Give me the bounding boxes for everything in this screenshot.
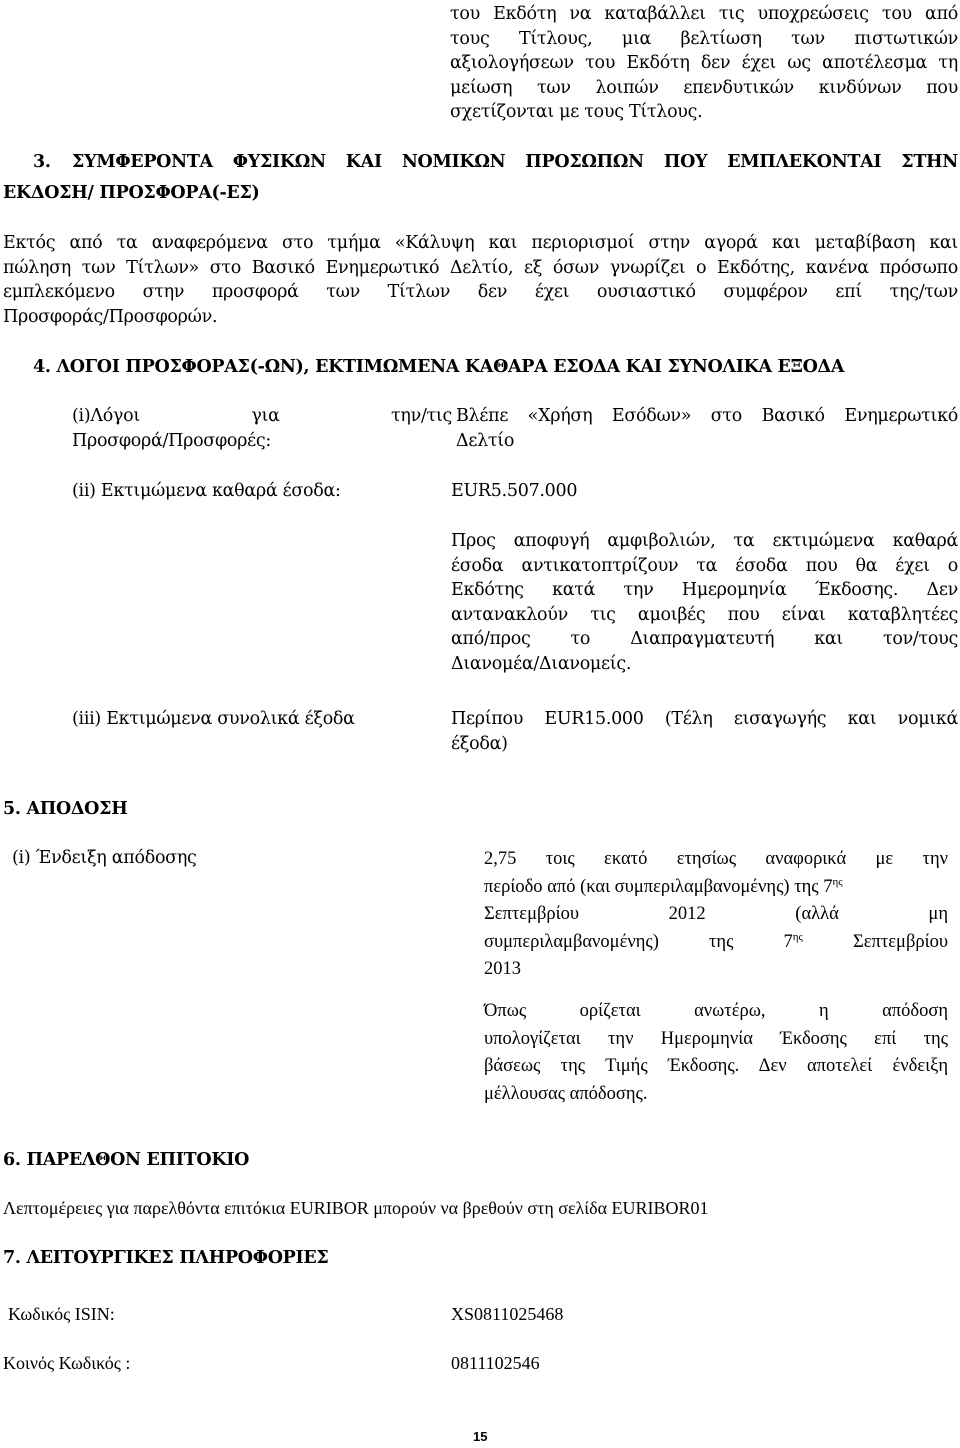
expenses-line-2: έξοδα) bbox=[451, 733, 508, 754]
section-3-line: Προσφοράς/Προσφορών. bbox=[3, 306, 218, 327]
reasons-label-line-2: Προσφορά/Προσφορές: bbox=[72, 430, 271, 451]
intro-line: αξιολογήσεων του Εκδότη δεν έχει ως αποτέλεσμα τη bbox=[450, 53, 958, 74]
ordinal-suffix: ης bbox=[792, 930, 803, 943]
reasons-label bbox=[72, 404, 452, 453]
yield-line-4-month: Σεπτεμβρίου bbox=[802, 931, 948, 952]
yield-line-1: 2,75 τοις εκατό ετησίως αναφορικά με την bbox=[484, 849, 948, 869]
note-line: Εκδότης κατά την Ημερομηνία Έκδοσης. Δεν bbox=[451, 580, 958, 601]
section-3-number: 3. bbox=[33, 152, 51, 172]
intro-paragraph bbox=[450, 2, 958, 125]
yield-line-2 bbox=[484, 874, 948, 902]
note-line: Διανομέα/Διανομείς. bbox=[451, 653, 632, 674]
total-expenses-value bbox=[451, 707, 958, 756]
ordinal-suffix: ης bbox=[832, 875, 843, 888]
isin-label: Κωδικός ISIN: bbox=[8, 1304, 115, 1324]
note-line: έσοδα αντικατοπτρίζουν τα έσοδα που θα έχει ο bbox=[451, 555, 958, 576]
section-3-title-line-2: ΕΚΔΟΣΗ/ ΠΡΟΣΦΟΡΑ(-ΕΣ) bbox=[3, 183, 260, 203]
net-proceeds-label: (ii) Εκτιμώμενα καθαρά έσοδα: bbox=[72, 481, 341, 501]
yield-note-line: υπολογίζεται την Ημερομηνία Έκδοσης επί της bbox=[484, 1028, 948, 1049]
intro-line: του Εκδότη να καταβάλλει τις υποχρεώσεις του από bbox=[450, 4, 958, 24]
yield-line-5: 2013 bbox=[484, 959, 521, 980]
section-6-body: Λεπτομέρειες για παρελθόντα επιτόκια EURIBOR μπορούν να βρεθούν στη σελίδα EURIBOR01 bbox=[3, 1198, 709, 1218]
note-line: από/προς το Διαπραγματευτή και τον/τους bbox=[451, 629, 958, 650]
yield-line-4-text: συμπεριλαμβανομένης) της 7 bbox=[484, 931, 793, 952]
yield-note-line: μέλλουσας απόδοσης. bbox=[484, 1083, 648, 1104]
yield-line-3: Σεπτεμβρίου 2012 (αλλά μη bbox=[484, 904, 948, 925]
yield-line-4 bbox=[484, 929, 948, 957]
intro-line: σχετίζονται με τους Τίτλους. bbox=[450, 102, 703, 123]
yield-line-2-text: περίοδο από (και συμπεριλαμβανομένης) της 7 bbox=[484, 876, 833, 897]
net-proceeds-value: EUR5.507.000 bbox=[451, 481, 578, 501]
expenses-line-1: Περίπου EUR15.000 (Τέλη εισαγωγής και νομικά bbox=[451, 709, 958, 729]
page-number: 15 bbox=[473, 1429, 488, 1444]
net-proceeds-note bbox=[451, 529, 958, 677]
section-4-heading: 4. ΛΟΓΟΙ ΠΡΟΣΦΟΡΑΣ(-ΩΝ), ΕΚΤΙΜΩΜΕΝΑ ΚΑΘΑΡΑ ΕΣΟΔΑ ΚΑΙ ΣΥΝΟΛΙΚΑ ΕΞΟΔΑ bbox=[33, 357, 845, 377]
yield-note-line: βάσεως της Τιμής Έκδοσης. Δεν αποτελεί ένδειξη bbox=[484, 1056, 948, 1077]
reasons-label-line-1: (i)Λόγοι για την/τις bbox=[72, 406, 452, 426]
isin-value: XS0811025468 bbox=[451, 1304, 564, 1324]
section-7-heading: 7. ΛΕΙΤΟΥΡΓΙΚΕΣ ΠΛΗΡΟΦΟΡΙΕΣ bbox=[3, 1248, 329, 1268]
section-3-line: Εκτός από τα αναφερόμενα στο τμήμα «Κάλυψη και περιορισμοί στην αγορά και μεταβίβαση και bbox=[3, 233, 958, 253]
yield-note bbox=[484, 998, 948, 1108]
intro-line: τους Τίτλους, μια βελτίωση των πιστωτικών bbox=[450, 28, 958, 49]
common-code-value: 0811102546 bbox=[451, 1353, 540, 1373]
note-line: Προς αποφυγή αμφιβολιών, τα εκτιμώμενα καθαρά bbox=[451, 531, 958, 551]
yield-note-line: Όπως ορίζεται ανωτέρω, η απόδοση bbox=[484, 1001, 948, 1021]
yield-value bbox=[484, 846, 948, 984]
section-3-body bbox=[3, 231, 958, 329]
section-3-line: πώληση των Τίτλων» στο Βασικό Ενημερωτικό Δελτίο, εξ όσων γνωρίζει ο Εκδότης, κανένα πρόσωπο bbox=[3, 257, 958, 278]
section-5-heading: 5. ΑΠΟΔΟΣΗ bbox=[3, 799, 128, 819]
section-3-title-line-1: ΣΥΜΦΕΡΟΝΤΑ ΦΥΣΙΚΩΝ ΚΑΙ ΝΟΜΙΚΩΝ ΠΡΟΣΩΠΩΝ ΠΟΥ ΕΜΠΛΕΚΟΝΤΑΙ ΣΤΗΝ bbox=[72, 152, 958, 172]
section-3-line: εμπλεκόμενο στην προσφορά των Τίτλων δεν έχει ουσιαστικό συμφέρον επί της/των bbox=[3, 282, 958, 303]
total-expenses-label: (iii) Εκτιμώμενα συνολικά έξοδα bbox=[72, 709, 355, 729]
reasons-value-line-2: Δελτίο bbox=[456, 430, 515, 451]
intro-line: μείωση των λοιπών επενδυτικών κινδύνων που bbox=[450, 77, 958, 98]
common-code-label: Κοινός Κωδικός : bbox=[3, 1353, 131, 1373]
reasons-value bbox=[456, 404, 958, 453]
yield-label: (i) Ένδειξη απόδοσης bbox=[12, 848, 197, 868]
section-6-heading: 6. ΠΑΡΕΛΘΟΝ ΕΠΙΤΟΚΙΟ bbox=[3, 1150, 250, 1170]
note-line: αντανακλούν τις αμοιβές που είναι καταβλητέες bbox=[451, 604, 958, 625]
reasons-value-line-1: Βλέπε «Χρήση Εσόδων» στο Βασικό Ενημερωτικό bbox=[456, 406, 958, 426]
